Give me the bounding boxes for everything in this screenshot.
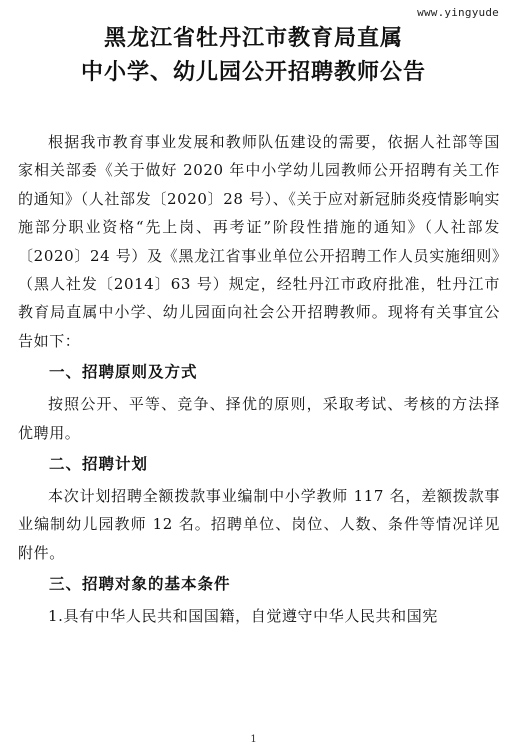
title-line-1: 黑龙江省牡丹江市教育局直属 xyxy=(103,26,403,51)
document-body xyxy=(18,128,500,631)
document-title xyxy=(0,22,507,90)
section-text-plan: 本次计划招聘全额拨款事业编制中小学教师 117 名，差额拨款事业编制幼儿园教师 12 名。招聘单位、岗位、人数、条件等情况详见附件。 xyxy=(18,487,500,562)
section-heading-principles: 一、招聘原则及方式 xyxy=(49,363,198,382)
section-text-principles: 按照公开、平等、竞争、择优的原则，采取考试、考核的方法择优聘用。 xyxy=(18,395,500,442)
section-heading-conditions: 三、招聘对象的基本条件 xyxy=(49,575,231,594)
intro-paragraph: 根据我市教育事业发展和教师队伍建设的需要，依据人社部等国家相关部委《关于做好 2020 年中小学幼儿园教师公开招聘有关工作的通知》（人社部发〔2020〕28 号）、《关于应对新冠肺炎疫情影响实施部分职业资格“先上岗、再考证”阶段性措施的通知》（人社部发〔2020〕24 号）及《黑龙江省事业单位公开招聘工作人员实施细则》（黑人社发〔2014〕63 号）规定，经牡丹江市政府批准，牡丹江市教育局直属中小学、幼儿园面向社会公开招聘教师。现将有关事宜公告如下： xyxy=(18,133,500,350)
section-text-conditions: 1.具有中华人民共和国国籍，自觉遵守中华人民共和国宪 xyxy=(48,607,438,626)
watermark-url: www.yingyude xyxy=(417,6,499,19)
page-number: 1 xyxy=(250,734,257,745)
section-heading-plan: 二、招聘计划 xyxy=(49,455,149,474)
title-line-2: 中小学、幼儿园公开招聘教师公告 xyxy=(80,60,426,85)
